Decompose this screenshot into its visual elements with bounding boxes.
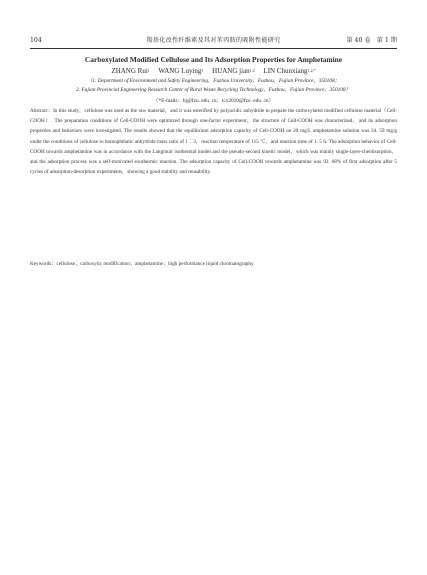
- author-name: ZHANG Rui: [111, 67, 148, 75]
- affiliation-1: （1. Department of Environment and Safety Engineering，Fuzhou University，Fuzhou，Fujian Province，350108；: [87, 78, 340, 84]
- author-affiliation-mark: 1: [201, 68, 204, 73]
- corresponding-email: （*E-mails：hj@fzu. edu. cn；lcx2010@fzu. edu. cn）: [153, 98, 274, 104]
- author-affiliation-mark: 1,2: [249, 68, 255, 73]
- keywords-text: cellulose；carboxylic modification；amphetamine；high performance liquid chromatography: [56, 261, 254, 267]
- author-list: [30, 67, 397, 76]
- author-name: WANG Luying: [158, 67, 202, 75]
- page-number: 104: [30, 37, 42, 44]
- author-affiliation-mark: 1,2,*: [307, 68, 316, 73]
- author-name: LIN Chunxiang: [263, 67, 308, 75]
- author-name: HUANG jian: [212, 67, 250, 75]
- volume-issue: 第 40 卷 第 1 期: [346, 37, 397, 44]
- affiliation-2: 2. Fujian Provincial Engineering Research Center of Rural Waste Recycling Technology，Fuzhou，Fujian Province，350108）: [76, 87, 351, 93]
- running-header: [30, 37, 397, 48]
- paper-title: Carboxylated Modified Cellulose and Its Adsorption Properties for Amphetamine: [84, 55, 343, 64]
- abstract-label: Abstract：: [30, 108, 54, 114]
- keywords: [30, 260, 397, 269]
- abstract-text: In this study，cellulose was used as the raw material，and it was esterified by polyacidic anhydride to prepare the carboxylated modified cellulose material（Cell-COOH）. The preparation conditions of Cell-COOH were optimized through one-factor experiment，the structure of Cell-COOH was characterized，and its adsorption properties and behaviors were investigated. The results showed that the equilibrium adsorption capacity of Cell-COOH on 20 mg/L amphetamine solution was 34. 59 mg/g under the conditions of cellulose to homophthalic anhydride mass ratio of 1∶3，reaction temperature of 115 ℃，and reaction time of 1. 5 h. The adsorption behavior of Cell-COOH towards amphetamine was in accordance with the Langmuir isothermal model and the pseudo-second kinetic model，which was mainly single-layer-chemisorption，and the adsorption process was a self-motivated exothermic reaction. The adsorption capacity of Cell-COOH towards amphetamine was 92. 68% of first adsorption after 5 cycles of adsorption-desorption experiments，showing a good stability and reusability.: [30, 108, 397, 176]
- running-title: 羧基化改性纤维素及其对苯丙胺的吸附性能研究: [146, 37, 281, 44]
- keywords-label: Keywords：: [30, 261, 57, 267]
- header-rule: [30, 48, 397, 49]
- abstract: [30, 106, 397, 177]
- author-affiliation-mark: 1: [147, 68, 150, 73]
